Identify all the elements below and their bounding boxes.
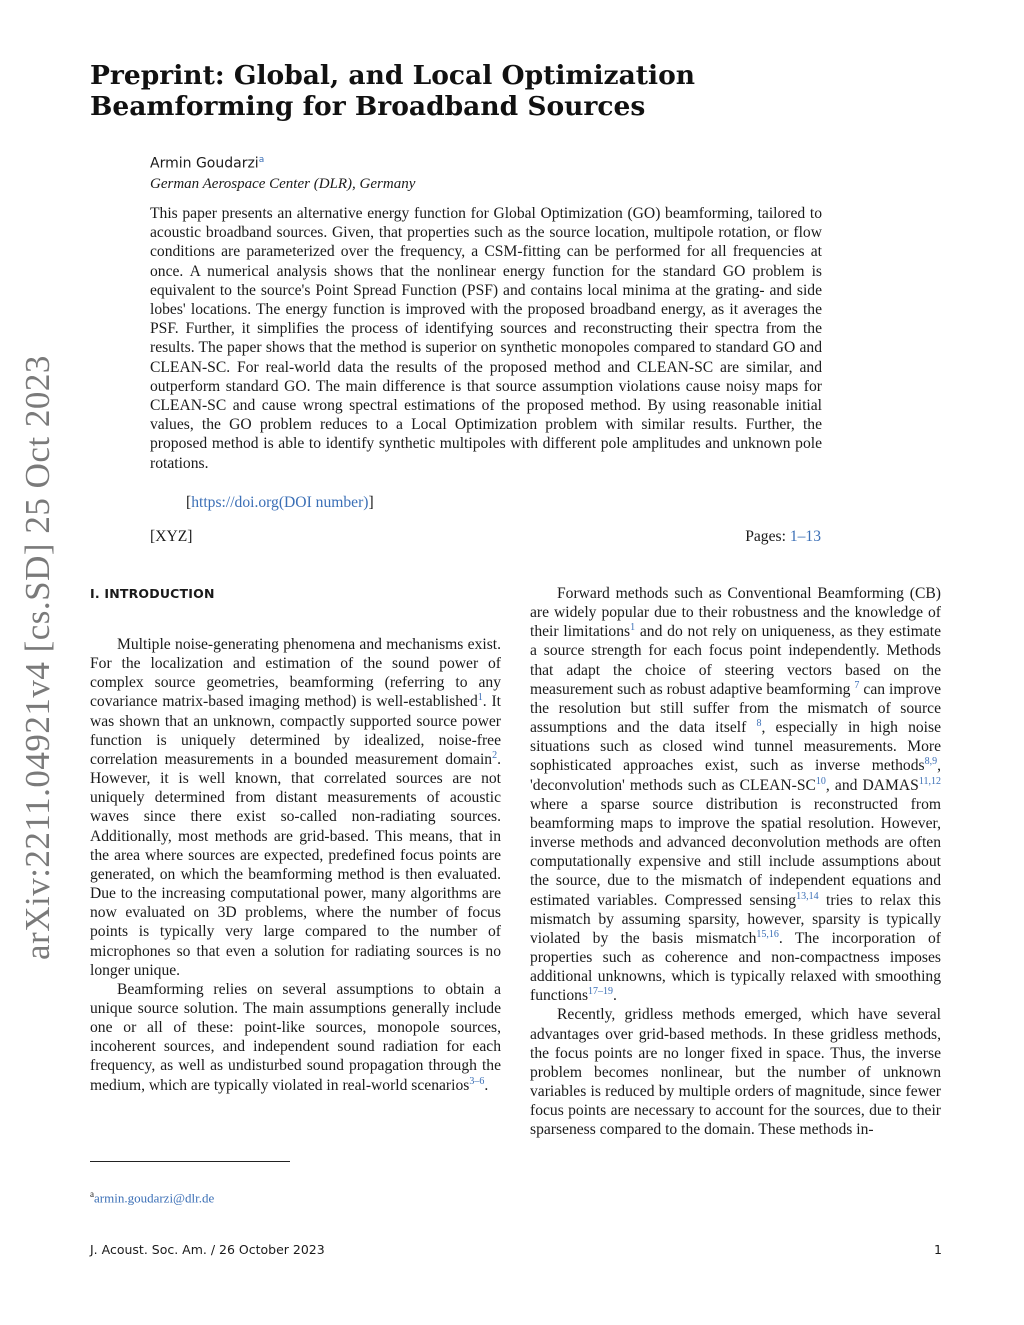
text-run: where a sparse source distribution is reconstructed from beamforming maps to improve the spatial resolution. However, inverse methods and advanced deconvolution methods are often computationally expensive and still include assumptions about the source, due to the mismatch of independent equations and estimated variables. Compressed sensing	[530, 795, 941, 909]
text-run: , especially in high noise situations such as closed wind tunnel measurements. More sophisticated approaches exist, such as inverse methods	[530, 719, 941, 775]
text-run: and do not rely on uniqueness, as they estimate a source strength for each focus point independently. Methods that adapt the choice of steering vectors based on the measurement such as robust adaptive beamforming	[530, 623, 942, 698]
running-footer: J. Acoust. Soc. Am. / 26 October 2023	[90, 1242, 325, 1257]
text-run: Beamforming relies on several assumptions to obtain a unique source solution. The main assumptions generally include one or all of these: point-like sources, monopole sources, incoherent sources, and independent sound radiation for each frequency, as well as undisturbed sound propagation through the medium, which are typically violated in real-world scenarios	[90, 980, 501, 1094]
citation-link[interactable]: 17–19	[588, 986, 614, 998]
text-run: .	[484, 1076, 489, 1094]
section-heading-introduction: I. INTRODUCTION	[90, 586, 215, 601]
citation-link[interactable]: 3–6	[469, 1075, 485, 1087]
footnote-mark: a	[90, 1189, 94, 1199]
author-affiliation-mark[interactable]: a	[258, 155, 265, 165]
intro-paragraph-4: Recently, gridless methods emerged, which have several advantages over grid-based methods. In these gridless methods, the focus points are no longer fixed in space. Thus, the inverse problem becomes nonlinear, but the number of unknown variables is reduced by multiple orders of magnitude, since fewer focus points are necessary to account for the sources, due to their sparseness compared to the domain. These methods in-	[530, 1006, 941, 1139]
author-name	[150, 155, 264, 172]
citation-link[interactable]: 1	[630, 622, 636, 634]
citation-link[interactable]: 1	[477, 692, 483, 704]
pages-range	[745, 528, 821, 546]
citation-link[interactable]: 2	[492, 749, 498, 761]
text-run: can improve the resolution but still suffer from the mismatch of source assumptions and the data itself	[530, 680, 941, 737]
intro-paragraph-3	[530, 584, 941, 1005]
citation-link[interactable]: 7	[854, 679, 860, 691]
arxiv-side-stamp: arXiv:2211.04921v4 [cs.SD] 25 Oct 2023	[18, 355, 57, 960]
text-run: tries to relax this mismatch by assuming sparsity, however, sparsity is typically violated by the basis mismatch	[530, 891, 941, 947]
title-line-2: Beamforming for Broadband Sources	[90, 91, 646, 122]
citation-link[interactable]: 13,14	[796, 890, 819, 902]
doi-close-bracket: ]	[368, 494, 374, 511]
doi-link[interactable]: https://doi.org(DOI number)	[191, 494, 369, 511]
text-run: .	[613, 987, 617, 1005]
text-run: . It was shown that an unknown, compactly supported source power function is uniquely determined by idealized, noise-free correlation measurements in a bounded measurement domain	[90, 693, 501, 768]
intro-paragraph-2	[90, 980, 501, 1095]
citation-link[interactable]: 8,9	[924, 756, 938, 768]
citation-link[interactable]: 8	[756, 717, 762, 729]
journal-id: [XYZ]	[150, 528, 193, 545]
pages-link[interactable]: 1–13	[789, 528, 821, 545]
author-affiliation: German Aerospace Center (DLR), Germany	[150, 176, 416, 192]
abstract: This paper presents an alternative energy function for Global Optimization (GO) beamforming, tailored to acoustic broadband sources. Given, that properties such as the source location, multipole rotation, or flow conditions are parameterized over the frequency, a CSM-fitting can be performed for all frequencies at once. A numerical analysis shows that the nonlinear energy function for the standard GO problem is equivalent to the source's Point Spread Function (PSF) and contains local minima at the grating- and side lobes' locations. The energy function is improved with the proposed broadband energy, as it averages the PSF. Further, it simplifies the process of identifying sources and reconstructing their spectra from the results. The paper shows that the method is superior on synthetic monopoles compared to standard GO and CLEAN-SC. For real-world data the results of the proposed method and CLEAN-SC are similar, and outperform standard GO. The main difference is that source assumption violations cause noisy maps for CLEAN-SC and cause wrong spectral estimations of the proposed method. By using reasonable initial values, the GO problem reduces to a Local Optimization problem with similar results. Further, the proposed method is able to identify synthetic multipoles with different pole amplitudes and unknown pole rotations.	[150, 205, 822, 472]
text-run: Forward methods such as Conventional Beamforming (CB) are widely popular due to their robustness and the knowledge of their limitations	[530, 585, 941, 641]
page-number: 1	[934, 1242, 942, 1257]
text-run: , and DAMAS	[825, 776, 919, 794]
left-column	[90, 635, 501, 1095]
citation-link[interactable]: 10	[815, 775, 826, 787]
right-column	[530, 584, 941, 1140]
author-email-link[interactable]: armin.goudarzi@dlr.de	[94, 1190, 215, 1206]
text-run: Multiple noise-generating phenomena and mechanisms exist. For the localization and estimation of the sound power of complex source geometries, beamforming (referring to any covariance matrix-based imaging method) is well-established	[90, 636, 501, 711]
footnote	[90, 1189, 214, 1206]
doi-open-bracket: [	[186, 494, 192, 511]
text-run: . The incorporation of properties such as coherence and non-compactness imposes additional unknowns, which is typically relaxed with smoothing functions	[530, 929, 941, 1005]
paper-title	[90, 60, 850, 122]
intro-paragraph-1	[90, 635, 501, 980]
footnote-rule	[90, 1161, 290, 1162]
pages-label: Pages:	[745, 528, 790, 545]
citation-link[interactable]: 15,16	[756, 928, 779, 940]
citation-link[interactable]: 11,12	[918, 775, 941, 787]
text-run: . However, it is well known, that correlated sources are not uniquely determined from distant measurements of acoustic waves since there exist so-called non-radiating sources. Additionally, most methods are grid-based. This means, that in the area where sources are expected, predefined focus points are generated, on which the beamforming method is then evaluated. Due to the increasing computational power, many algorithms are now evaluated on 3D problems, where the number of focus points is typically very large compared to the number of microphones so that even a solution for radiating sources is no longer unique.	[90, 750, 501, 979]
title-line-1: Preprint: Global, and Local Optimization	[90, 60, 696, 91]
text-run: , 'deconvolution' methods such as CLEAN-SC	[530, 757, 941, 794]
doi-line	[186, 494, 374, 512]
author-name-text: Armin Goudarzi	[150, 155, 259, 172]
